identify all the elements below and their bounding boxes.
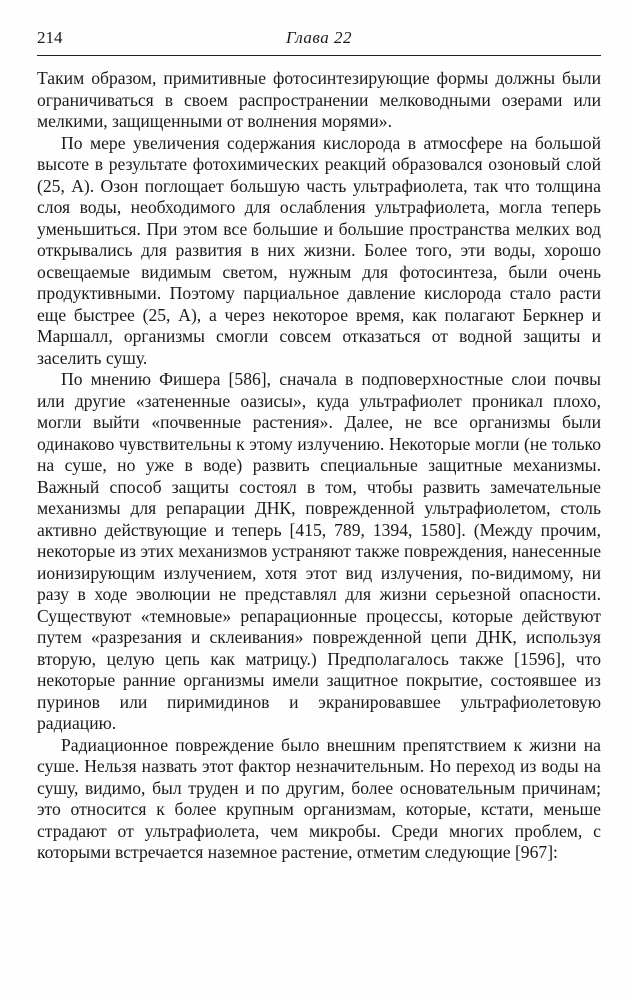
paragraph: Таким образом, примитивные фотосинтезирующие формы должны были ограничиваться в своем распространении мелководными озерами или мелкими, защищенными от волнения морями».	[37, 68, 601, 131]
paragraph: По мере увеличения содержания кислорода в атмосфере на большой высоте в результате фотохимических реакций образовался озоновый слой (25, А). Озон поглощает большую часть ультрафиолета, так что толщина слоя воды, необходимого для ослабления ультрафиолета, могла теперь уменьшиться. При этом все большие и большие пространства мелких вод открывались для развития в них жизни. Более того, эти воды, хорошо освещаемые видимым светом, нужным для фотосинтеза, были очень продуктивными. Поэтому парциальное давление кислорода стало расти еще быстрее (25, А), а через некоторое время, как полагают Беркнер и Маршалл, организмы смогли совсем отказаться от водной защиты и заселить сушу.	[37, 132, 601, 368]
header-divider	[37, 55, 601, 56]
paragraph: Радиационное повреждение было внешним препятствием к жизни на суше. Нельзя назвать этот фактор незначительным. Но переход из воды на сушу, видимо, был труден и по другим, более основательным причинам; это относится к более крупным организмам, которые, кстати, меньше страдают от ультрафиолета, чем микробы. Среди многих проблем, с которыми встречается наземное растение, отметим следующие [967]:	[37, 734, 601, 862]
body-text	[37, 68, 601, 864]
chapter-title: Глава 22	[286, 28, 352, 47]
page-number: 214	[37, 28, 63, 47]
running-header	[37, 26, 601, 50]
paragraph: По мнению Фишера [586], сначала в подповерхностные слои почвы или другие «затененные оазисы», куда ультрафиолет проникал плохо, могли выйти «почвенные растения». Далее, не все организмы были одинаково чувствительны к этому излучению. Некоторые могли (не только на суше, но уже в воде) развить специальные защитные механизмы. Важный способ защиты состоял в том, чтобы развить замечательные механизмы для репарации ДНК, поврежденной ультрафиолетом, столь активно действующие и теперь [415, 789, 1394, 1580]. (Между прочим, некоторые из этих механизмов устраняют также повреждения, нанесенные ионизирующим излучением, хотя этот вид излучения, по-видимому, ни разу в ходе эволюции не представлял для жизни серьезной опасности. Существуют «темновые» репарационные процессы, которые действуют путем «разрезания и склеивания» поврежденной цепи ДНК, используя вторую, целую цепь как матрицу.) Предполагалось также [1596], что некоторые ранние организмы имели защитное покрытие, состоявшее из пуринов или пиримидинов и экранировавшее ультрафиолетовую радиацию.	[37, 369, 601, 733]
